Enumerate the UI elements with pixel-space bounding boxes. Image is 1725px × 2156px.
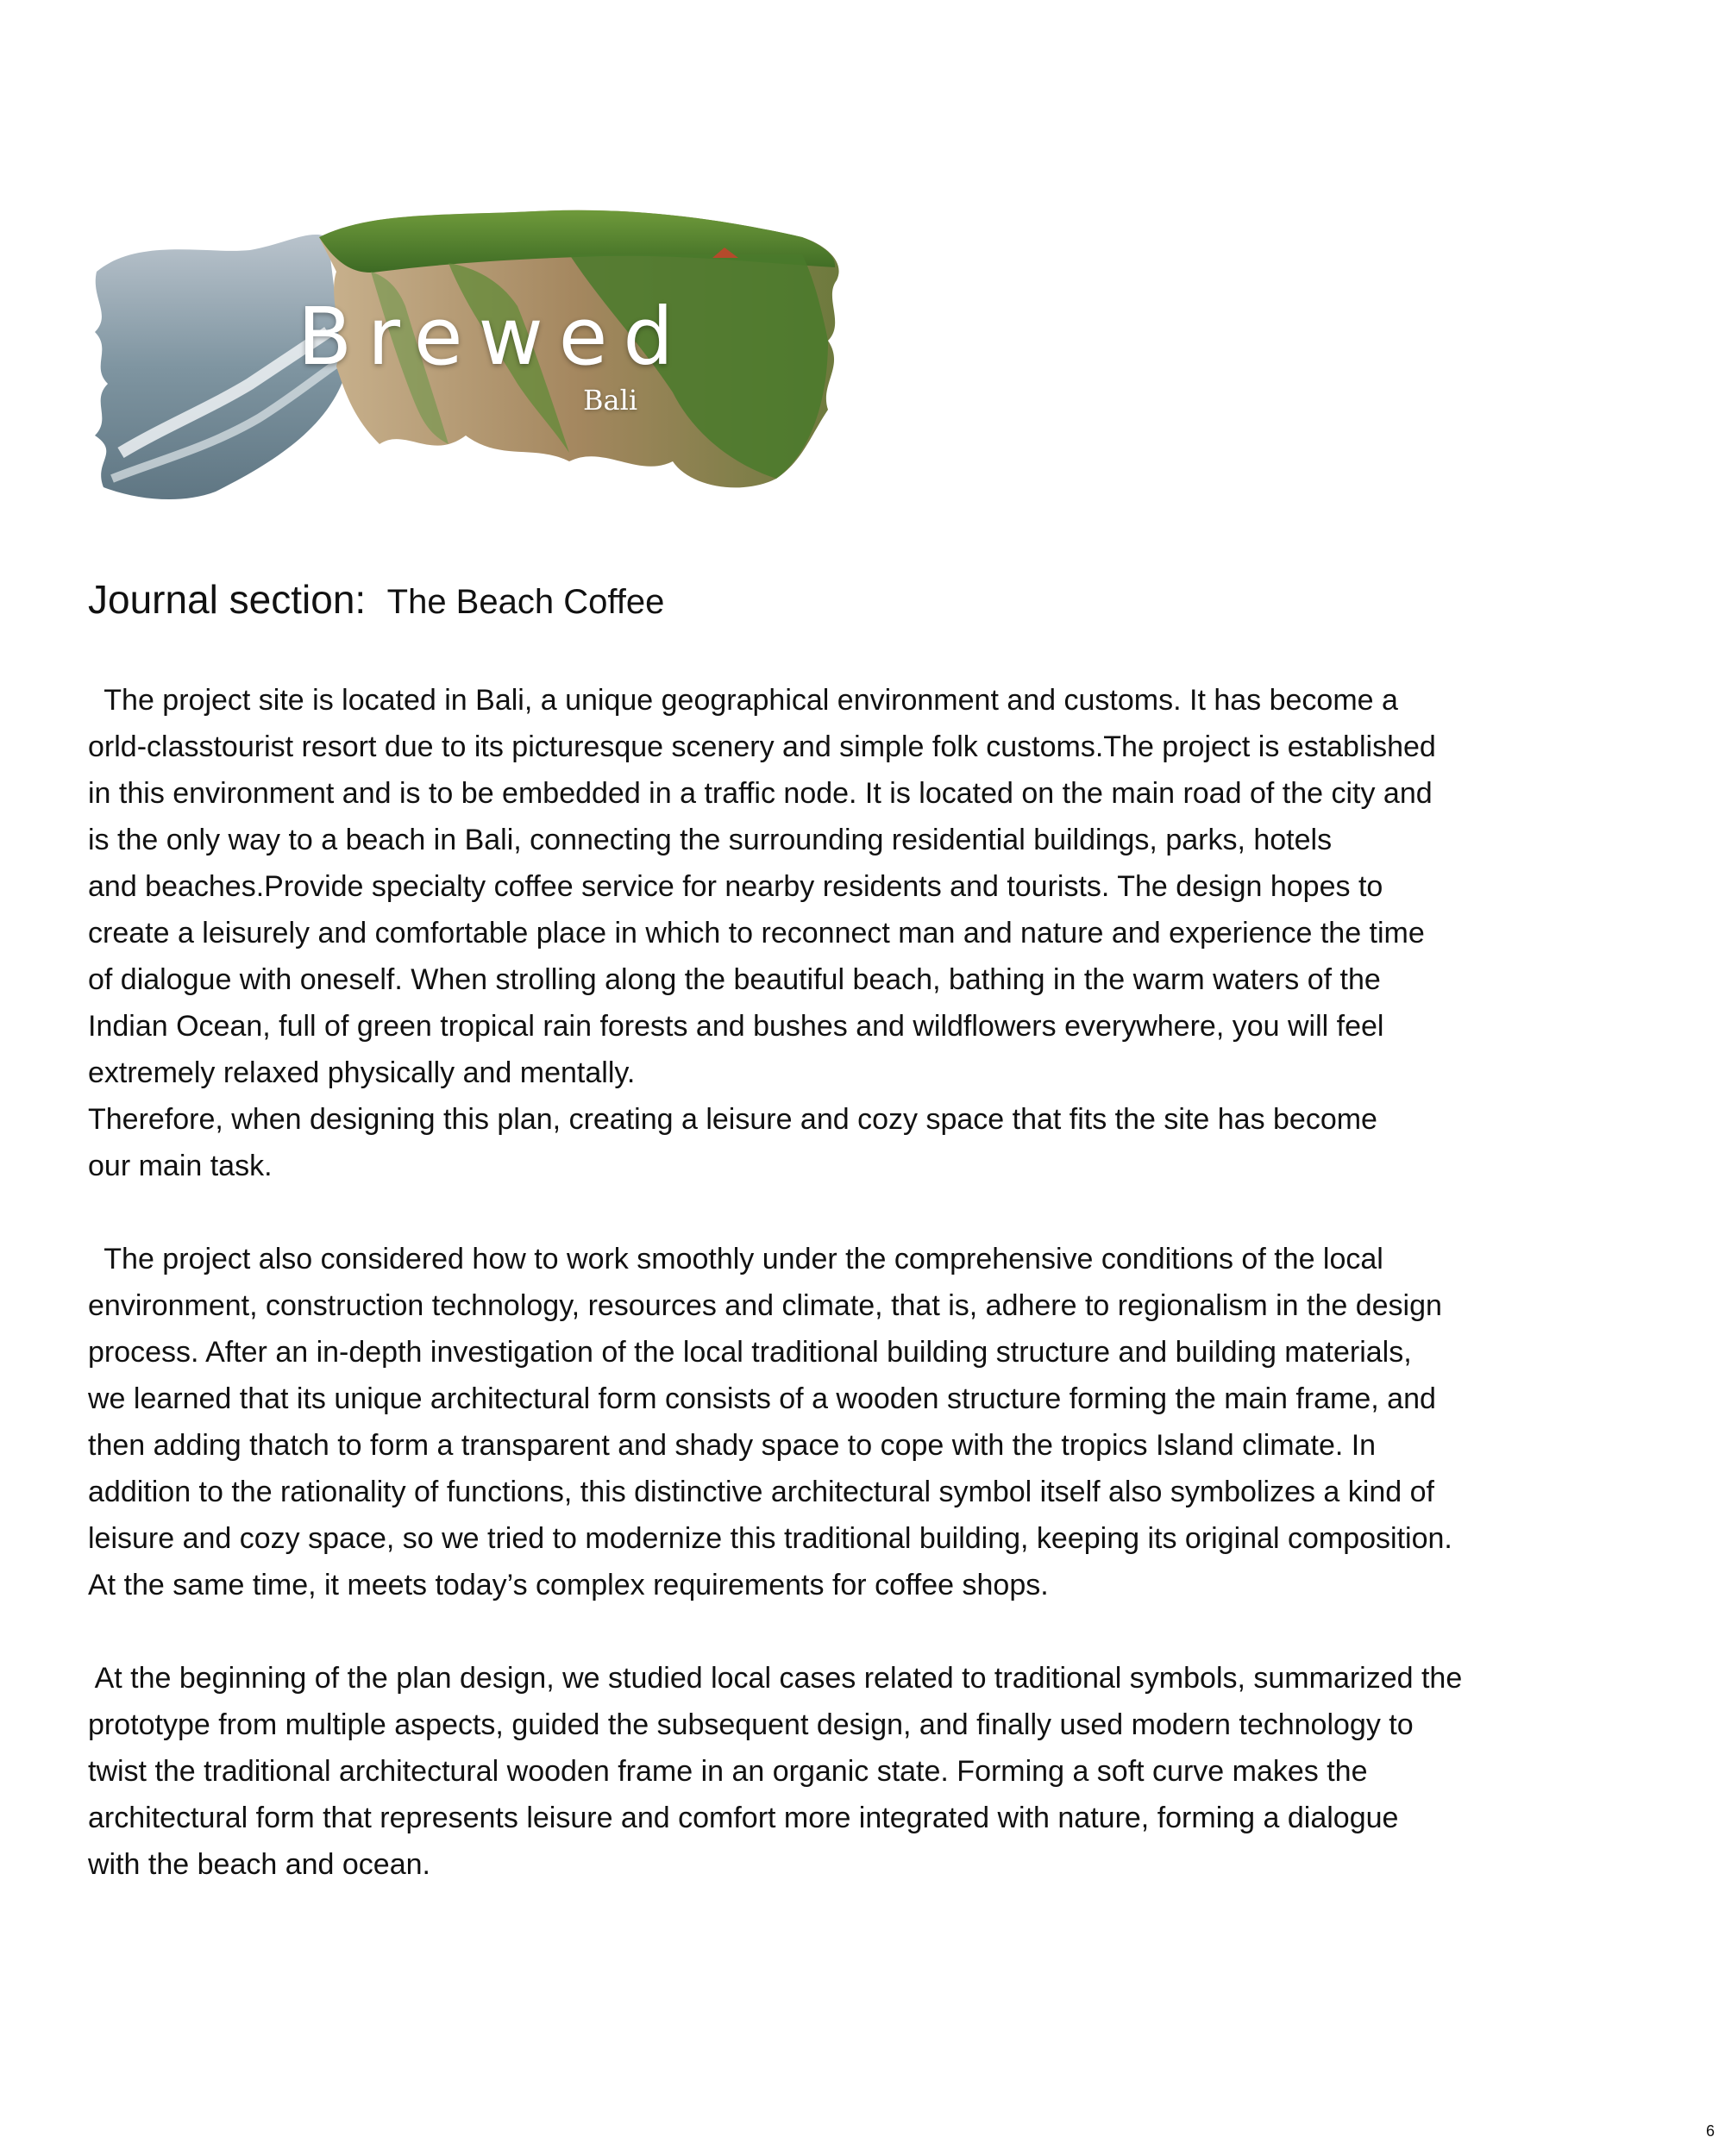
page-number: 6 — [1705, 2122, 1715, 2140]
text-line: addition to the rationality of functions, this distinctive architectural symbol itself also symbolizes a kind of — [88, 1476, 1434, 1508]
text-line: of dialogue with oneself. When strolling along the beautiful beach, bathing in the warm waters of the — [88, 963, 1381, 996]
heading-label: Journal section: — [88, 577, 367, 622]
text-line: then adding thatch to form a transparent and shady space to cope with the tropics Island climate. In — [88, 1429, 1377, 1462]
text-line: and beaches.Provide specialty coffee service for nearby residents and tourists. The design hopes to — [88, 870, 1383, 903]
text-line: our main task. — [88, 1150, 273, 1182]
article-body — [88, 677, 1640, 1934]
text-line: Therefore, when designing this plan, creating a leisure and cozy space that fits the site has become — [88, 1103, 1377, 1136]
text-line: environment, construction technology, resources and climate, that is, adhere to regionalism in the design — [88, 1289, 1442, 1322]
text-line: in this environment and is to be embedded in a traffic node. It is located on the main road of the city and — [88, 777, 1433, 810]
brand-subtitle: Bali — [583, 384, 638, 417]
text-line: The project site is located in Bali, a unique geographical environment and customs. It has become a — [88, 684, 1398, 717]
text-line: architectural form that represents leisure and comfort more integrated with nature, forming a dialogue — [88, 1802, 1399, 1834]
text-line: prototype from multiple aspects, guided the subsequent design, and finally used modern technology to — [88, 1708, 1414, 1741]
text-line: process. After an in-depth investigation of the local traditional building structure and building materials, — [88, 1336, 1412, 1369]
text-line: create a leisurely and comfortable place in which to reconnect man and nature and experience the time — [88, 917, 1425, 950]
text-line: is the only way to a beach in Bali, connecting the surrounding residential buildings, parks, hotels — [88, 824, 1333, 856]
text-line: Indian Ocean, full of green tropical rain forests and bushes and wildflowers everywhere, you will feel — [88, 1010, 1384, 1043]
text-line: leisure and cozy space, so we tried to modernize this traditional building, keeping its original composition. — [88, 1522, 1452, 1555]
text-line: At the beginning of the plan design, we studied local cases related to traditional symbols, summarized the — [88, 1662, 1463, 1695]
section-heading — [88, 577, 665, 622]
text-line: At the same time, it meets today’s complex requirements for coffee shops. — [88, 1569, 1049, 1601]
paragraph — [88, 677, 1640, 1189]
text-line: extremely relaxed physically and mentally. — [88, 1056, 636, 1089]
brand-title: Brewed — [298, 291, 689, 383]
text-line: The project also considered how to work smoothly under the comprehensive conditions of the local — [88, 1243, 1383, 1275]
text-line: orld-classtourist resort due to its picturesque scenery and simple folk customs.The project is established — [88, 730, 1436, 763]
heading-title: The Beach Coffee — [386, 583, 665, 621]
text-line: with the beach and ocean. — [88, 1848, 430, 1881]
text-line: we learned that its unique architectural form consists of a wooden structure forming the main frame, and — [88, 1382, 1436, 1415]
paragraph — [88, 1236, 1640, 1608]
paragraph — [88, 1655, 1640, 1888]
text-line: twist the traditional architectural wooden frame in an organic state. Forming a soft curve makes the — [88, 1755, 1368, 1788]
